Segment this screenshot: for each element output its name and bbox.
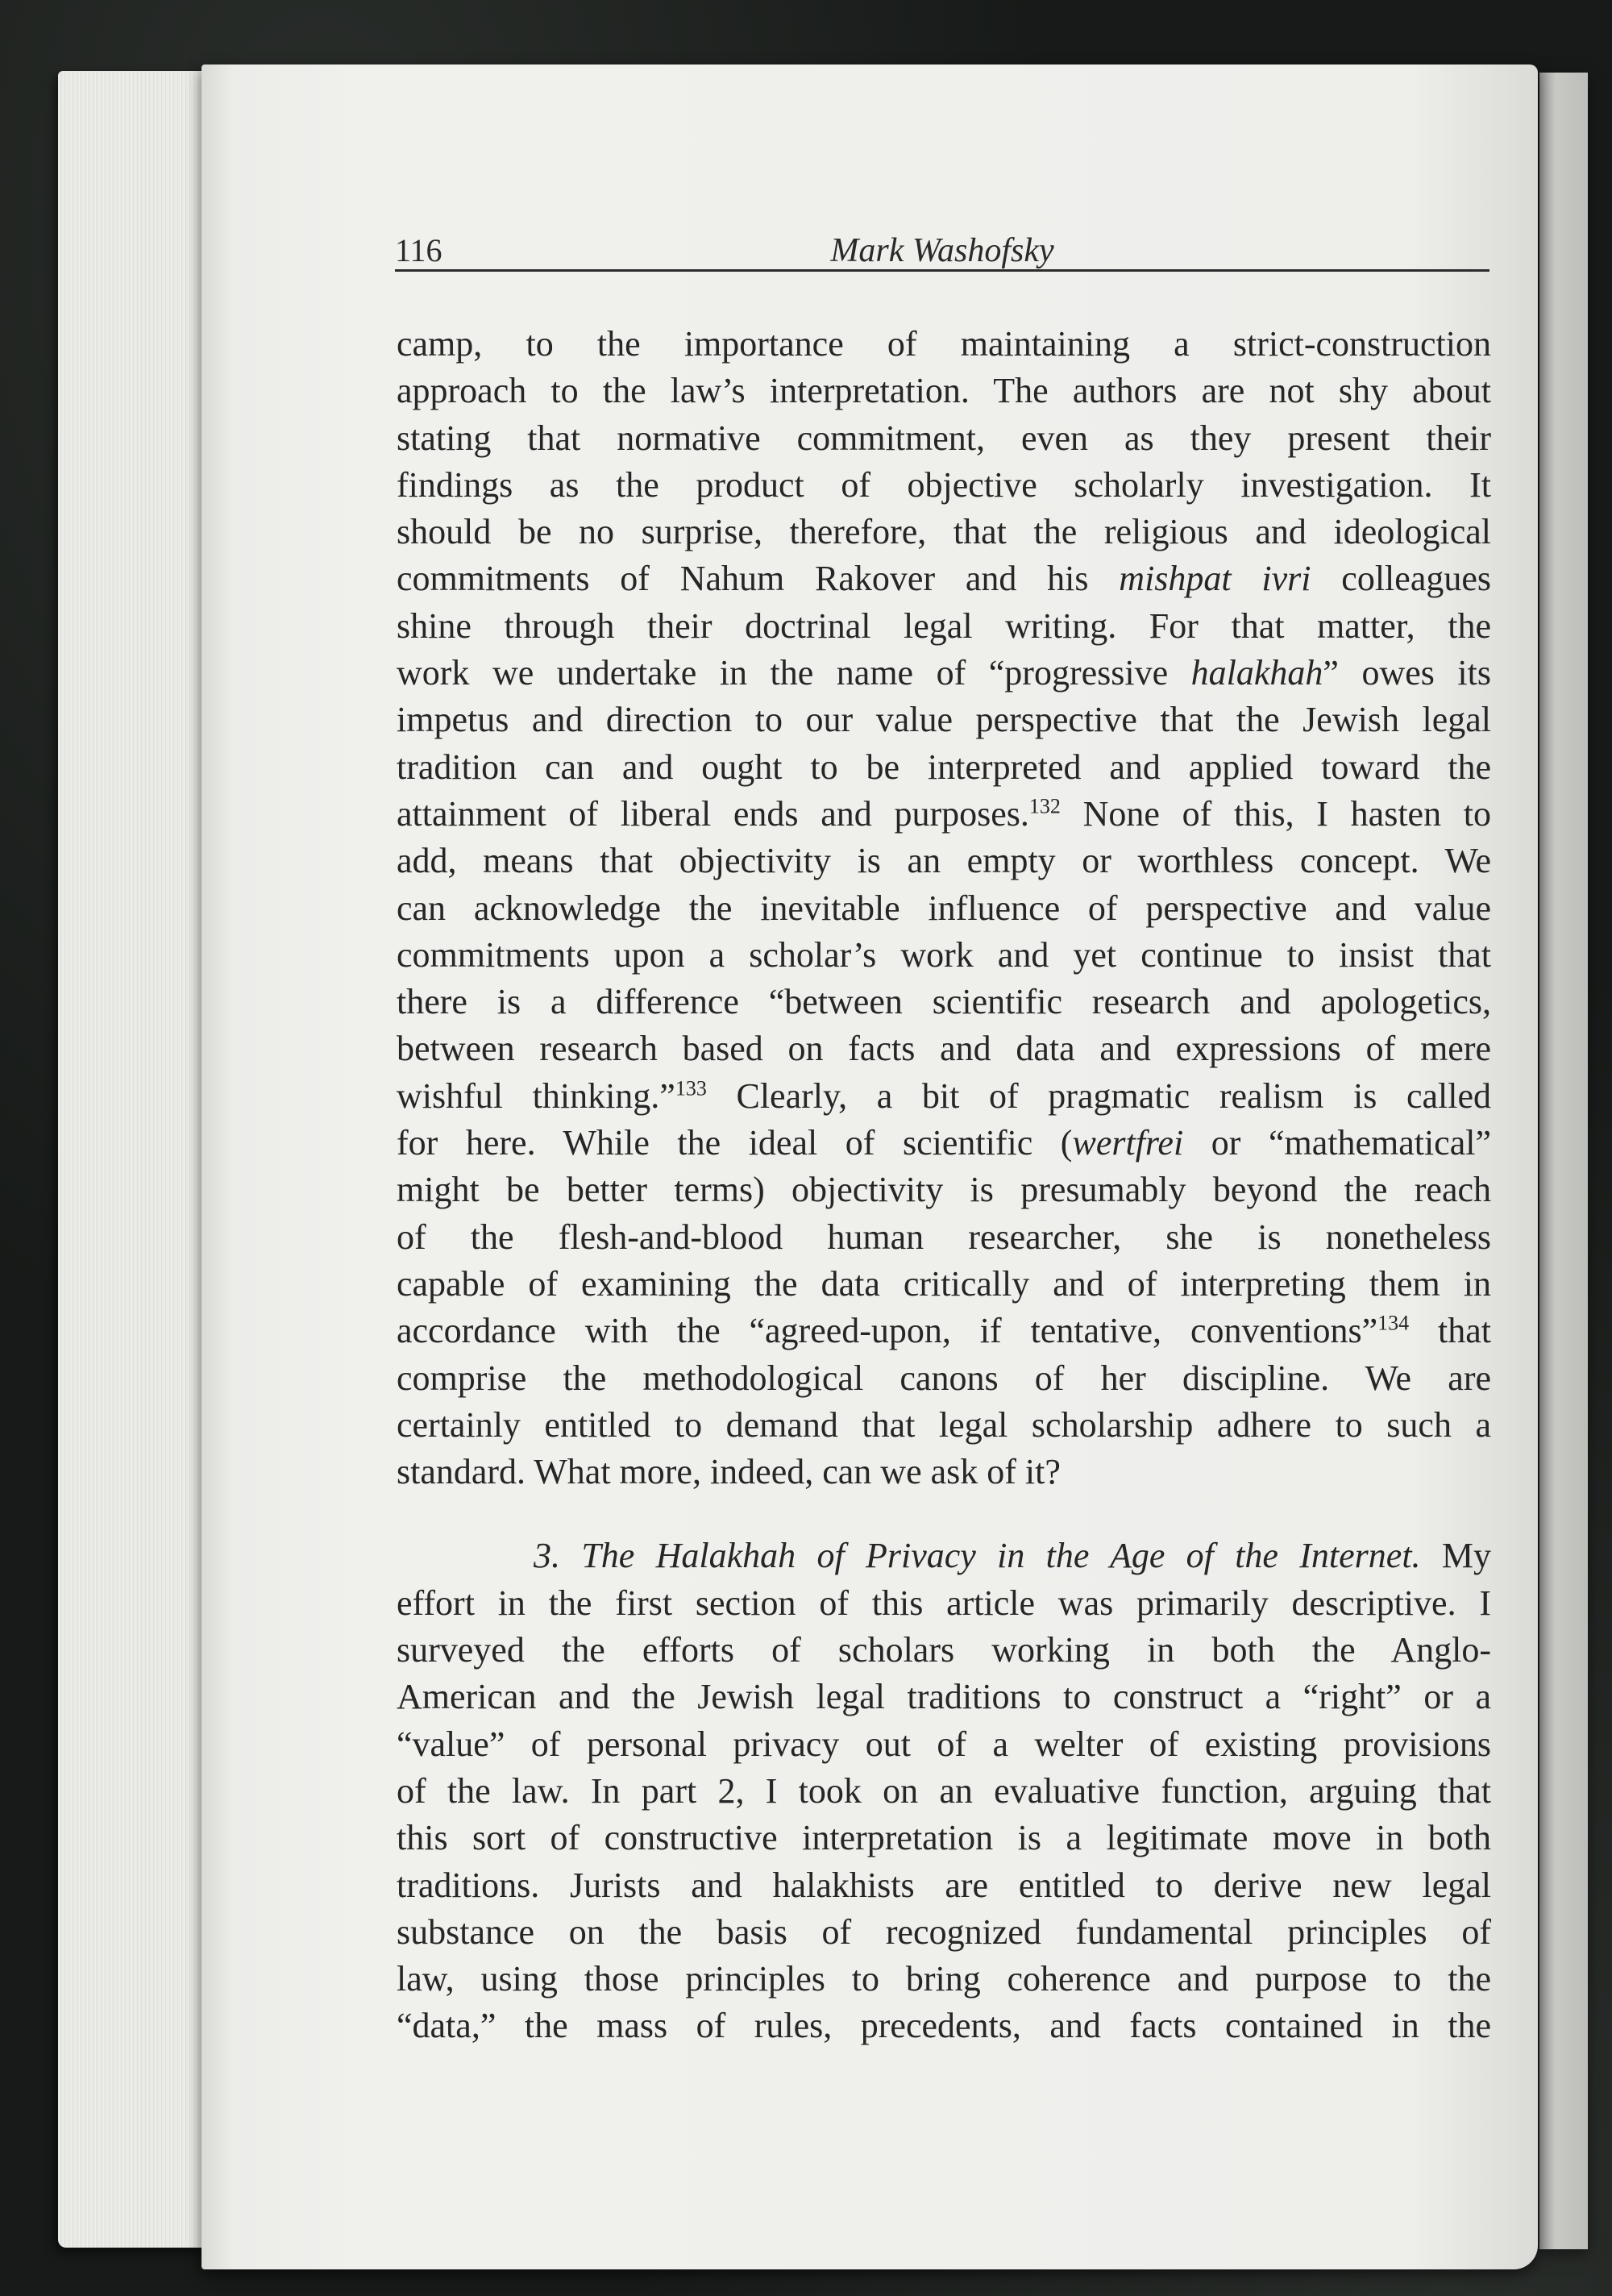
text-line: certainly entitled to demand that legal scholarship adhere to such a xyxy=(397,1404,1491,1445)
italic-term: halakhah xyxy=(1190,653,1323,693)
text-line: comprise the methodological canons of her discipline. We are xyxy=(397,1358,1491,1398)
text-line: findings as the product of objective scholarly investigation. It xyxy=(397,464,1491,505)
text-run: commitments of Nahum Rakover and his xyxy=(397,559,1120,599)
text-line: of the flesh-and-blood human researcher, she is nonetheless xyxy=(397,1217,1491,1257)
text-line xyxy=(397,1533,1491,1579)
text-line: this sort of constructive interpretation is a legitimate move in both xyxy=(397,1818,1491,1858)
text-line: of the law. In part 2, I took on an evaluative function, arguing that xyxy=(397,1770,1491,1811)
text-line: substance on the basis of recognized fundamental principles of xyxy=(397,1911,1491,1952)
text-line xyxy=(397,1073,1491,1120)
text-run: attainment of liberal ends and purposes. xyxy=(397,793,1029,834)
text-line: camp, to the importance of maintaining a strict-construction xyxy=(397,324,1491,364)
section-heading: 3. The Halakhah of Privacy in the Age of the Internet. xyxy=(534,1536,1421,1576)
italic-term: wertfrei xyxy=(1072,1123,1184,1163)
footnote-ref: 134 xyxy=(1377,1311,1410,1335)
text-line xyxy=(397,1308,1491,1354)
body-text xyxy=(397,321,1491,2050)
text-run: wishful thinking.” xyxy=(397,1075,675,1116)
text-run: Clearly, a bit of pragmatic realism is called xyxy=(706,1075,1492,1116)
text-line: should be no surprise, therefore, that the religious and ideological xyxy=(397,512,1491,552)
text-line: commitments upon a scholar’s work and yet continue to insist that xyxy=(397,934,1491,975)
text-line xyxy=(397,555,1491,602)
text-line: capable of examining the data critically and of interpreting them in xyxy=(397,1263,1491,1304)
footnote-ref: 132 xyxy=(1028,794,1061,818)
text-run: accordance with the “agreed-upon, if tentative, conventions” xyxy=(397,1311,1378,1351)
text-line: stating that normative commitment, even as they present their xyxy=(397,418,1491,458)
text-line: might be better terms) objectivity is presumably beyond the reach xyxy=(397,1170,1491,1210)
text-run: that xyxy=(1409,1311,1491,1351)
text-line: “data,” the mass of rules, precedents, and facts contained in the xyxy=(397,2006,1491,2046)
text-line: effort in the first section of this article was primarily descriptive. I xyxy=(397,1583,1491,1623)
text-line: shine through their doctrinal legal writing. For that matter, the xyxy=(397,605,1491,646)
text-run: for here. While the ideal of scientific ( xyxy=(397,1123,1073,1163)
running-head-author: Mark Washofsky xyxy=(830,232,1054,269)
text-line: standard. What more, indeed, can we ask of it? xyxy=(397,1452,1061,1492)
page-number: 116 xyxy=(395,232,442,268)
text-line: law, using those principles to bring coherence and purpose to the xyxy=(397,1959,1491,1999)
text-line: add, means that objectivity is an empty or worthless concept. We xyxy=(397,841,1491,881)
text-run: My xyxy=(1420,1536,1491,1576)
text-line: approach to the law’s interpretation. The authors are not shy about xyxy=(397,371,1491,411)
text-run: colleagues xyxy=(1311,559,1491,599)
paragraph-gap xyxy=(397,1495,1491,1533)
text-line xyxy=(397,1120,1491,1167)
running-head xyxy=(395,232,1489,272)
text-line: can acknowledge the inevitable influence of perspective and value xyxy=(397,888,1491,928)
text-line: impetus and direction to our value perspective that the Jewish legal xyxy=(397,700,1491,740)
text-run: ” owes its xyxy=(1323,653,1491,693)
italic-term: mishpat ivri xyxy=(1119,559,1311,599)
text-line: between research based on facts and data and expressions of mere xyxy=(397,1029,1491,1069)
text-run: None of this, I hasten to xyxy=(1060,793,1492,834)
text-line: “value” of personal privacy out of a welter of existing provisions xyxy=(397,1724,1491,1764)
text-line: there is a difference “between scientific research and apologetics, xyxy=(397,982,1491,1022)
text-line: surveyed the efforts of scholars working in both the Anglo- xyxy=(397,1630,1491,1670)
text-run: or “mathematical” xyxy=(1183,1123,1491,1163)
text-line: tradition can and ought to be interpreted and applied toward the xyxy=(397,747,1491,787)
text-line xyxy=(397,650,1491,697)
text-line xyxy=(397,791,1491,838)
facing-page-edge xyxy=(1539,73,1588,2249)
text-line: traditions. Jurists and halakhists are entitled to derive new legal xyxy=(397,1865,1491,1905)
text-run: work we undertake in the name of “progressive xyxy=(397,653,1191,693)
text-line: American and the Jewish legal traditions to construct a “right” or a xyxy=(397,1677,1491,1717)
footnote-ref: 133 xyxy=(675,1076,707,1100)
